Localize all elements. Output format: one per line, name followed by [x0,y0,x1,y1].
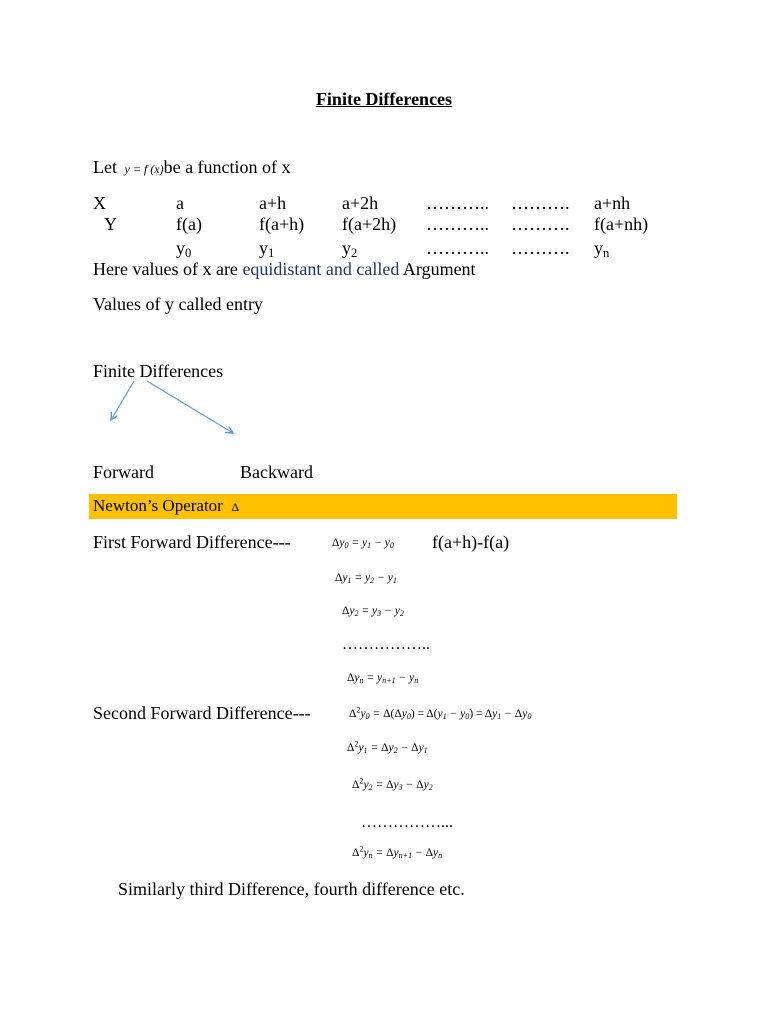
second-forward-formula-2: $\Delta^2y_2 = \Delta y_3 - \Delta y_2$ [352,776,433,792]
forward-label: Forward [93,462,154,482]
arrow-to-backward [147,381,233,433]
y-cell: f(a+2h) [342,214,397,234]
first-forward-label: First Forward Difference--- [93,532,291,552]
first-forward-formula-1: $\Delta y_1 = y_2 - y_1$ [335,572,397,585]
y-cell: ……….. [426,214,489,234]
y-cell: ………. [511,214,570,234]
first-forward-formula-0: $\Delta y_0 = y_1 - y_0$ [332,537,394,550]
x-cell: a+h [259,193,287,213]
y2-cell: $y_2$ [342,238,358,261]
intro-prefix: Let [93,157,117,177]
y-cell: f(a+nh) [594,214,649,234]
finite-differences-heading: Finite Differences [93,361,224,381]
y-cell: f(a+h) [259,214,305,234]
y-dots-cell: ……….. [426,238,489,258]
highlighted-text: equidistant and called [242,259,400,279]
y-dots-cell: ………. [511,238,570,258]
yn-cell: $y_n$ [594,238,610,261]
first-forward-formula-2: $\Delta y_2 = y_3 - y_2$ [342,605,404,618]
second-forward-formula-1: $\Delta^2y_1 = \Delta y_2 - \Delta y_1$ [347,739,428,755]
x-cell: a+nh [594,193,631,213]
second-forward-dots: ……………... [361,814,453,831]
y0-cell: $y_0$ [176,238,192,261]
x-cell: a [176,193,184,213]
newton-operator-label: Newton’s Operator Δ [93,496,240,515]
argument-line: Here values of x are equidistant and called Argument [93,259,476,279]
x-cell: ………. [511,193,570,213]
similarly-line: Similarly third Difference, fourth difference etc. [118,879,465,899]
y1-cell: $y_1$ [259,238,275,261]
page-title: Finite Differences [315,89,453,109]
delta-symbol: Δ [231,500,240,514]
y-cell: Y [104,214,117,234]
intro-suffix: be a function of x [163,157,291,177]
x-cell: ……….. [426,193,489,213]
arrow-to-forward [111,381,134,420]
first-forward-formula-n: $\Delta y_n = y_{n+1} - y_n$ [347,672,419,685]
entry-line: Values of y called entry [93,294,263,314]
second-forward-formula-0: $\Delta^2y_0 = \Delta(\Delta y_0) = \Delta(y_1 - y_0) = \Delta y_1 - \Delta y_0$ [349,705,532,721]
second-forward-formula-n: $\Delta^2y_n = \Delta y_{n+1} - \Delta y_n$ [352,844,443,860]
x-cell: a+2h [342,193,379,213]
first-forward-value: f(a+h)-f(a) [432,532,510,552]
y-cell: f(a) [176,214,202,234]
backward-label: Backward [240,462,313,482]
function-formula: y = f (x) [121,162,164,176]
second-forward-label: Second Forward Difference--- [93,703,311,723]
first-forward-dots: …………….. [342,636,430,653]
x-cell: X [93,193,106,213]
